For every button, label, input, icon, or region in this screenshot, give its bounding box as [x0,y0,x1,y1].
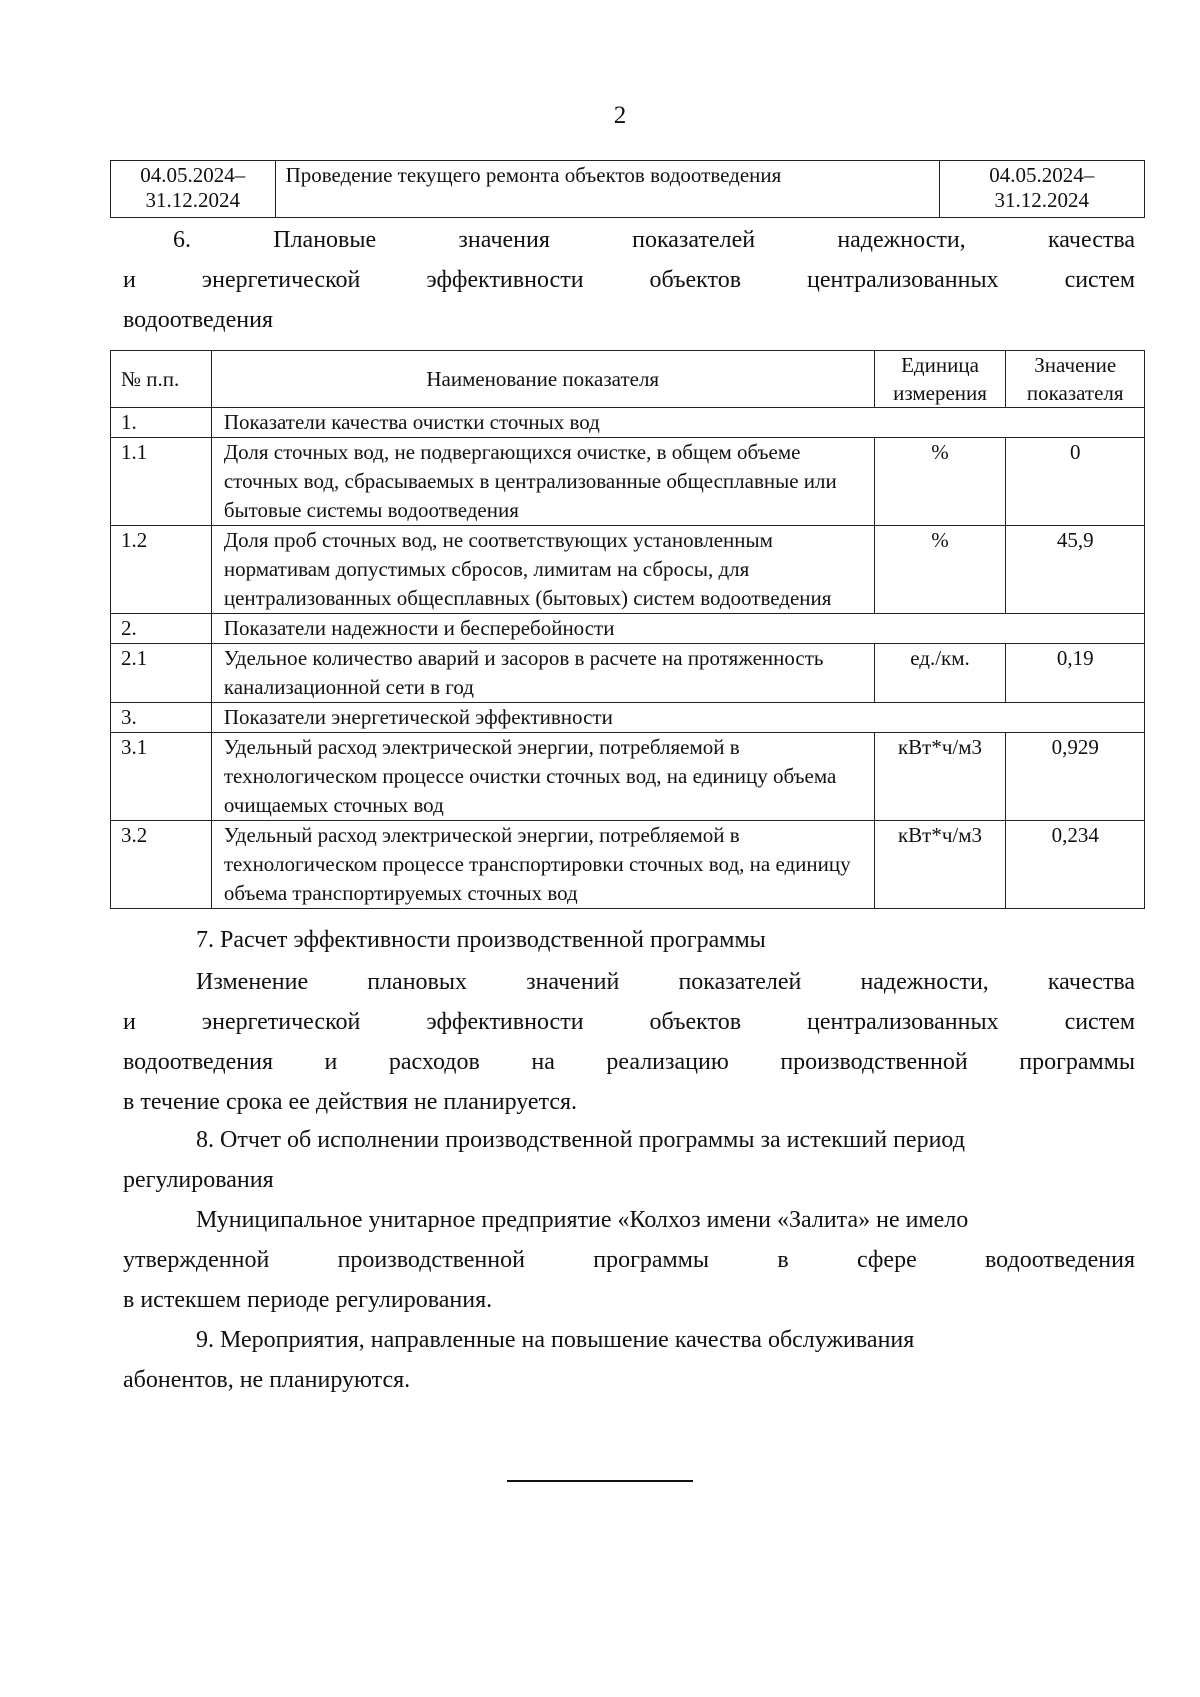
section9-line1: 9. Мероприятия, направленные на повышение качества обслуживания [196,1327,915,1353]
section6-line2: и энергетической эффективности объектов централизованных систем [123,267,1136,293]
section8-line1: Муниципальное унитарное предприятие «Колхоз имени «Залита» не имело [196,1207,969,1233]
header-name: Наименование показателя [211,351,874,408]
row-num: 2. [111,614,212,644]
indicator-row [111,526,1145,614]
row-name: Удельный расход электрической энергии, потребляемой в технологическом процессе очистки сточных вод, на единицу объема очищаемых сточных вод [211,733,874,821]
section7-line1: Изменение плановых значений показателей надежности, качества [196,969,1135,995]
row-unit: % [874,438,1006,526]
row-num: 2.1 [111,644,212,703]
activity-row [111,161,1145,218]
section8-text [123,1200,1135,1320]
row-num: 1.2 [111,526,212,614]
row-num: 1.1 [111,438,212,526]
row-unit: кВт*ч/м3 [874,821,1006,909]
row-name: Доля сточных вод, не подвергающихся очистке, в общем объеме сточных вод, сбрасываемых в централизованные общесплавные или бытовые системы водоотведения [211,438,874,526]
row-name: Удельное количество аварий и засоров в расчете на протяженность канализационной сети в год [211,644,874,703]
header-value: Значение показателя [1006,351,1145,408]
row-value: 0 [1006,438,1145,526]
row-value: 0,19 [1006,644,1145,703]
indicator-group-row [111,614,1145,644]
row-num: 1. [111,408,212,438]
section8-heading-line2: регулирования [123,1167,274,1193]
row-name: Показатели энергетической эффективности [211,703,1144,733]
section7-line3: водоотведения и расходов на реализацию производственной программы [123,1049,1136,1075]
row-unit: кВт*ч/м3 [874,733,1006,821]
section7-heading: 7. Расчет эффективности производственной программы [196,927,766,953]
indicator-row [111,438,1145,526]
row-name: Показатели качества очистки сточных вод [211,408,1144,438]
row-value: 0,234 [1006,821,1145,909]
section8-line3: в истекшем периоде регулирования. [123,1287,493,1313]
section8-heading-line1: 8. Отчет об исполнении производственной программы за истекший период [196,1127,965,1153]
row-name: Показатели надежности и бесперебойности [211,614,1144,644]
section8-heading [123,1120,1135,1200]
section6-line3: водоотведения [123,307,273,333]
indicator-table [110,350,1145,909]
section7-line4: в течение срока ее действия не планируется. [123,1089,578,1115]
section6-heading-cont [123,260,1135,340]
end-separator-line [507,1480,693,1482]
activity-end-period: 04.05.2024– 31.12.2024 [939,161,1144,218]
indicator-table-header [111,351,1145,408]
section7-text [123,962,1135,1122]
indicator-row [111,644,1145,703]
row-num: 3.1 [111,733,212,821]
header-unit: Единица измерения [874,351,1006,408]
indicator-row [111,821,1145,909]
row-name: Удельный расход электрической энергии, потребляемой в технологическом процессе транспортировки сточных вод, на единицу объема транспортируемых сточных вод [211,821,874,909]
page-number: 2 [613,102,627,129]
section6-heading [123,220,1135,260]
row-unit: % [874,526,1006,614]
indicator-row [111,733,1145,821]
indicator-group-row [111,703,1145,733]
activity-table [110,160,1145,218]
section7-line2: и энергетической эффективности объектов централизованных систем [123,1009,1136,1035]
section9-line2: абонентов, не планируются. [123,1367,411,1393]
header-num: № п.п. [111,351,212,408]
section9-text [123,1320,1135,1400]
section8-line2: утвержденной производственной программы в сфере водоотведения [123,1247,1135,1273]
row-name: Доля проб сточных вод, не соответствующих установленным нормативам допустимых сбросов, лимитам на сбросы, для централизованных общесплавных (бытовых) систем водоотведения [211,526,874,614]
row-num: 3.2 [111,821,212,909]
row-value: 45,9 [1006,526,1145,614]
section6-line1: 6. Плановые значения показателей надежности, качества [173,227,1136,253]
row-num: 3. [111,703,212,733]
activity-start-period: 04.05.2024– 31.12.2024 [111,161,276,218]
activity-description: Проведение текущего ремонта объектов водоотведения [275,161,939,218]
row-value: 0,929 [1006,733,1145,821]
indicator-group-row [111,408,1145,438]
row-unit: ед./км. [874,644,1006,703]
